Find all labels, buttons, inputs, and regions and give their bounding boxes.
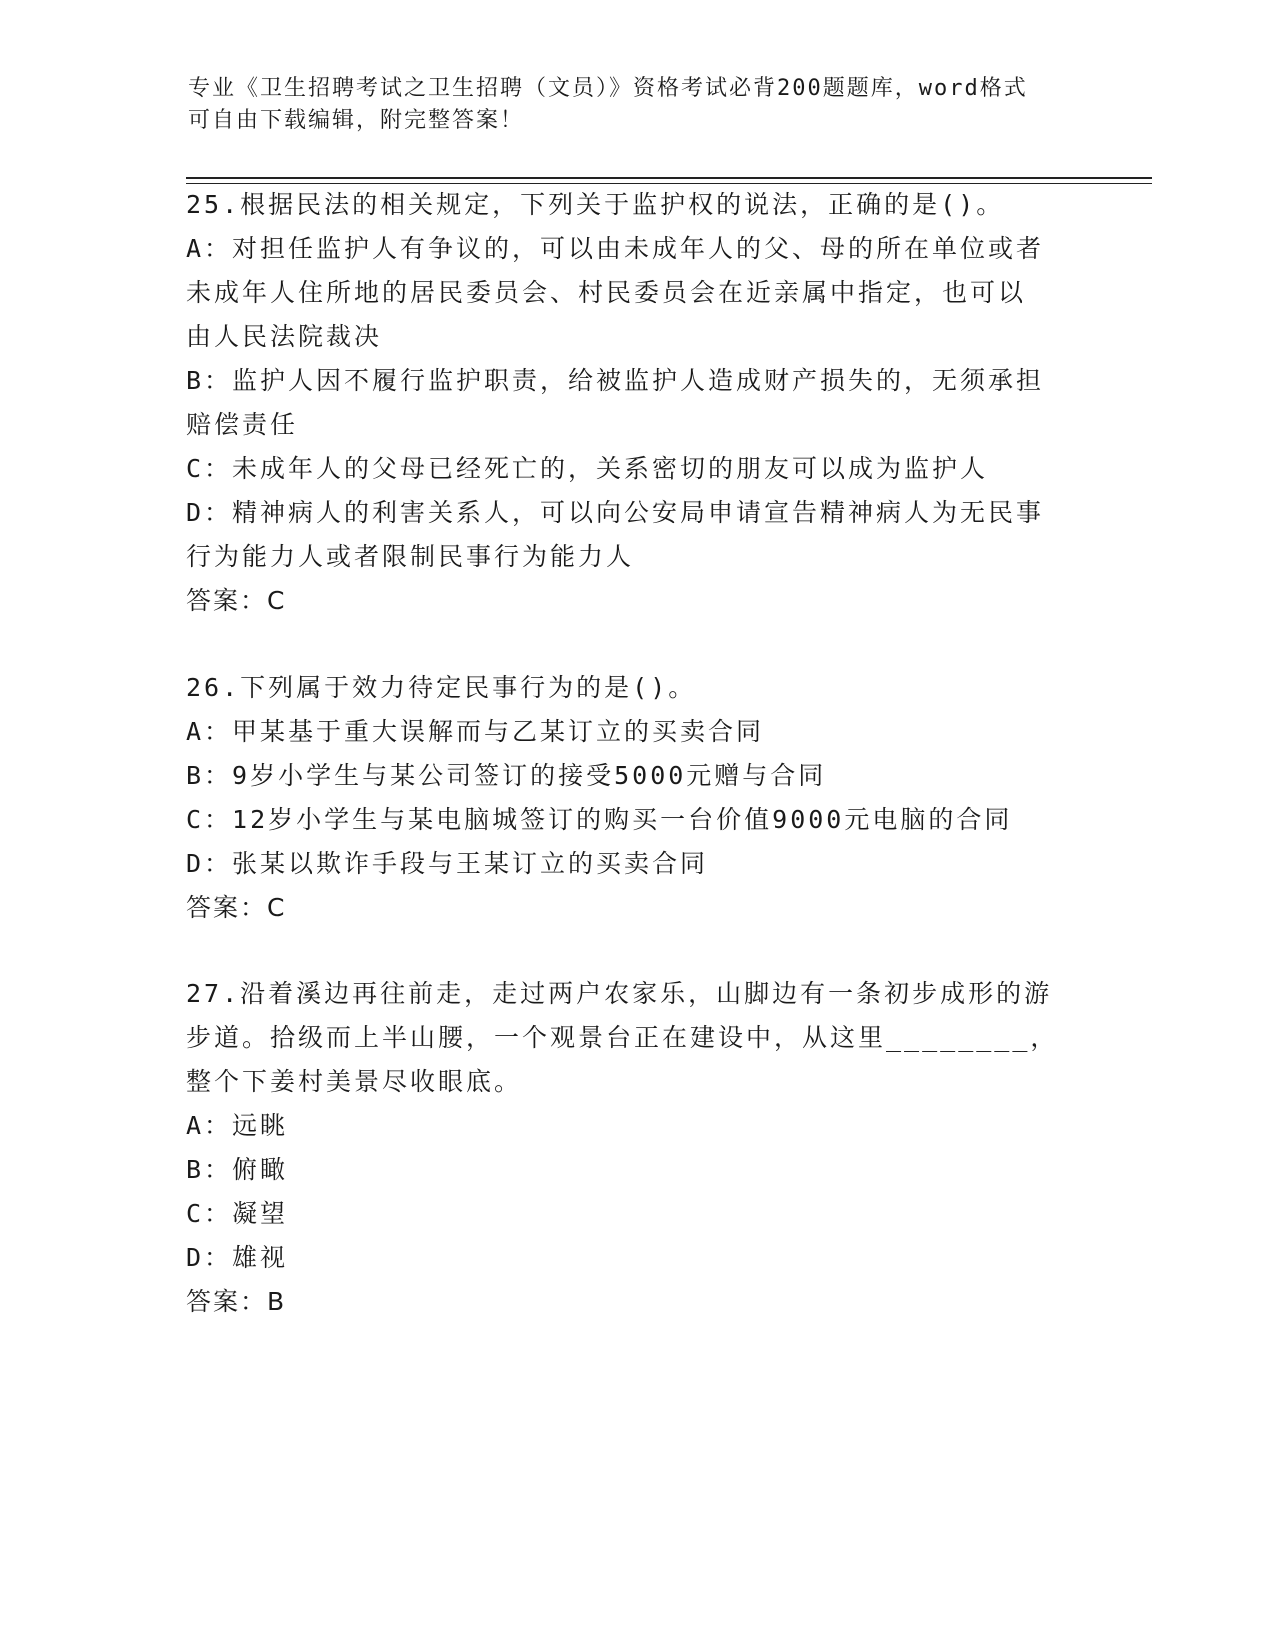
question-26-option-d: D：张某以欺诈手段与王某订立的买卖合同: [186, 849, 709, 878]
question-27-stem-cont: 步道。拾级而上半山腰，一个观景台正在建设中，从这里________，: [186, 1023, 1059, 1052]
question-27-option-d: D：雄视: [186, 1243, 289, 1272]
question-26-option-c: C：12岁小学生与某电脑城签订的购买一台价值9000元电脑的合同: [186, 805, 1013, 834]
question-25-option-c: C：未成年人的父母已经死亡的，关系密切的朋友可以成为监护人: [186, 454, 989, 483]
question-27-stem: 27.沿着溪边再往前走，走过两户农家乐，山脚边有一条初步成形的游: [186, 979, 1053, 1008]
question-25-stem: 25.根据民法的相关规定，下列关于监护权的说法，正确的是()。: [186, 190, 1005, 219]
question-26-option-b: B：9岁小学生与某公司签订的接受5000元赠与合同: [186, 761, 827, 790]
question-26-answer: 答案：C: [186, 893, 287, 922]
question-27-option-c: C：凝望: [186, 1199, 289, 1228]
question-25-option-d: D：精神病人的利害关系人，可以向公安局申请宣告精神病人为无民事: [186, 498, 1045, 527]
question-25-answer: 答案：C: [186, 586, 287, 615]
header-line-2: 可自由下载编辑，附完整答案！: [188, 108, 525, 133]
question-25-option-a: A：对担任监护人有争议的，可以由未成年人的父、母的所在单位或者: [186, 234, 1045, 263]
header-divider: [186, 177, 1152, 179]
question-26-stem: 26.下列属于效力待定民事行为的是()。: [186, 673, 697, 702]
question-25-option-a-cont: 未成年人住所地的居民委员会、村民委员会在近亲属中指定，也可以: [186, 278, 1027, 307]
question-25-option-a-cont: 由人民法院裁决: [186, 322, 383, 351]
question-27-option-b: B：俯瞰: [186, 1155, 289, 1184]
header-line-1: 专业《卫生招聘考试之卫生招聘（文员）》资格考试必背200题题库，word格式: [188, 76, 1028, 101]
question-27-stem-cont: 整个下姜村美景尽收眼底。: [186, 1067, 523, 1096]
question-25-option-b-cont: 赔偿责任: [186, 410, 299, 439]
document-header: [188, 73, 1068, 137]
question-26-option-a: A：甲某基于重大误解而与乙某订立的买卖合同: [186, 717, 765, 746]
question-27-answer: 答案：B: [186, 1287, 287, 1316]
question-27-option-a: A：远眺: [186, 1111, 289, 1140]
question-25-option-b: B：监护人因不履行监护职责，给被监护人造成财产损失的，无须承担: [186, 366, 1045, 395]
question-25-option-d-cont: 行为能力人或者限制民事行为能力人: [186, 542, 635, 571]
header-divider-thin: [186, 183, 1152, 184]
